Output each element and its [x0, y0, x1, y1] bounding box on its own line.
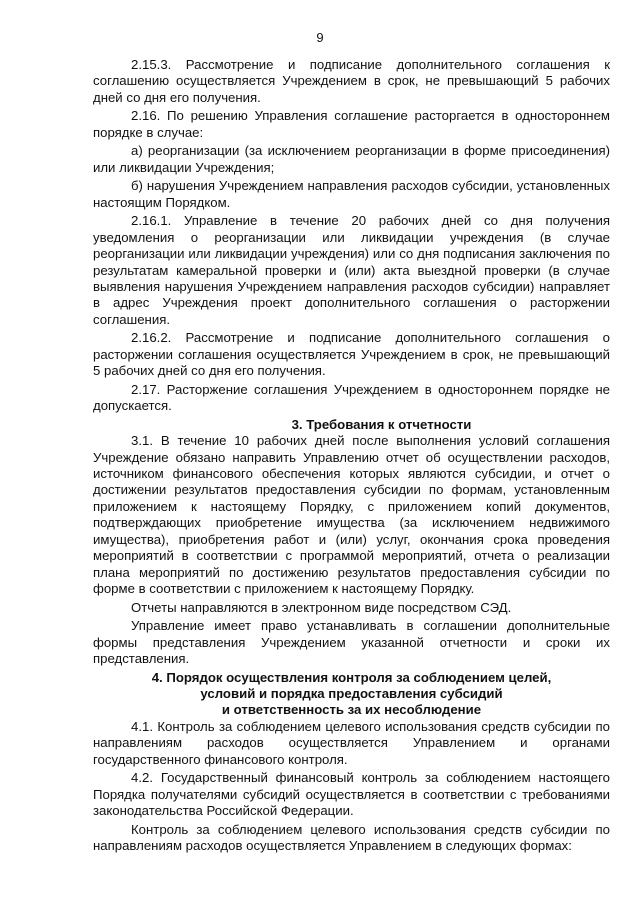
paragraph-2-16: 2.16. По решению Управления соглашение расторгается в одностороннем порядке в случае:	[93, 108, 610, 140]
paragraph-3-1: 3.1. В течение 10 рабочих дней после выполнения условий соглашения Учреждение обязано направить Управлению отчет об осуществлении расходов, источником финансового обеспечения которых являются субсидии, и отчет о достижении результатов предоставления субсидии по формам, установленным приложением к настоящему Порядку, с приложением копий документов, подтверждающих приобретение имущества (за исключением недвижимого имущества), приобретения работ и (или) услуг, окончания срока проведения мероприятий в соответствии с программой мероприятий, отчета о реализации плана мероприятий по достижению результатов предоставления субсидии по форме в соответствии с приложением к настоящему Порядку.	[93, 433, 610, 596]
paragraph-4-1: 4.1. Контроль за соблюдением целевого использования средств субсидии по направлениям расходов осуществляется Управлением и органами государственного финансового контроля.	[93, 718, 610, 767]
paragraph-4-2: 4.2. Государственный финансовый контроль за соблюдением настоящего Порядка получателями субсидий осуществляется в соответствии с требованиями законодательства Российской Федерации.	[93, 770, 610, 818]
section-4-heading-line1: 4. Порядок осуществления контроля за соблюдением целей,	[151, 669, 552, 685]
page-content	[93, 57, 610, 857]
page-number: 9	[316, 30, 324, 45]
paragraph-2-15-3: 2.15.3. Рассмотрение и подписание дополнительного соглашения к соглашению осуществляется Учреждением в срок, не превышающий 5 рабочих дней со дня его получения.	[93, 57, 610, 105]
section-3-heading: 3. Требования к отчетности	[291, 416, 472, 432]
paragraph-2-16-2: 2.16.2. Рассмотрение и подписание дополнительного соглашения о расторжении соглашения осуществляется Учреждением в срок, не превышающий 5 рабочих дней со дня его получения.	[93, 330, 610, 379]
section-4-heading-line2: условий и порядка предоставления субсидий	[200, 685, 503, 701]
paragraph-2-16-a: а) реорганизации (за исключением реорганизации в форме присоединения) или ликвидации Учреждения;	[93, 143, 610, 175]
paragraph-reports-sed: Отчеты направляются в электронном виде посредством СЭД.	[131, 599, 512, 615]
paragraph-control-forms: Контроль за соблюдением целевого использования средств субсидии по направлениям расходов осуществляется Управлением в следующих формах:	[93, 821, 610, 853]
paragraph-additional-forms: Управление имеет право устанавливать в соглашении дополнительные формы представления Учреждением указанной отчетности и сроки их представления.	[93, 618, 610, 666]
section-4-heading-line3: и ответственность за их несоблюдение	[221, 702, 482, 718]
paragraph-2-16-1: 2.16.1. Управление в течение 20 рабочих дней со дня получения уведомления о реорганизации или ликвидации учреждения (в случае реорганизации или ликвидации учреждения) или со дня подписания заключения по результатам камеральной проверки и (или) акта выездной проверки (в случае выявления нарушения Учреждением направления расходов субсидии) направляет в адрес Учреждения проект дополнительного соглашения о расторжении соглашения.	[93, 213, 610, 327]
paragraph-2-16-b: б) нарушения Учреждением направления расходов субсидии, установленных настоящим Порядком.	[93, 178, 610, 210]
paragraph-2-17: 2.17. Расторжение соглашения Учреждением в одностороннем порядке не допускается.	[93, 381, 610, 414]
